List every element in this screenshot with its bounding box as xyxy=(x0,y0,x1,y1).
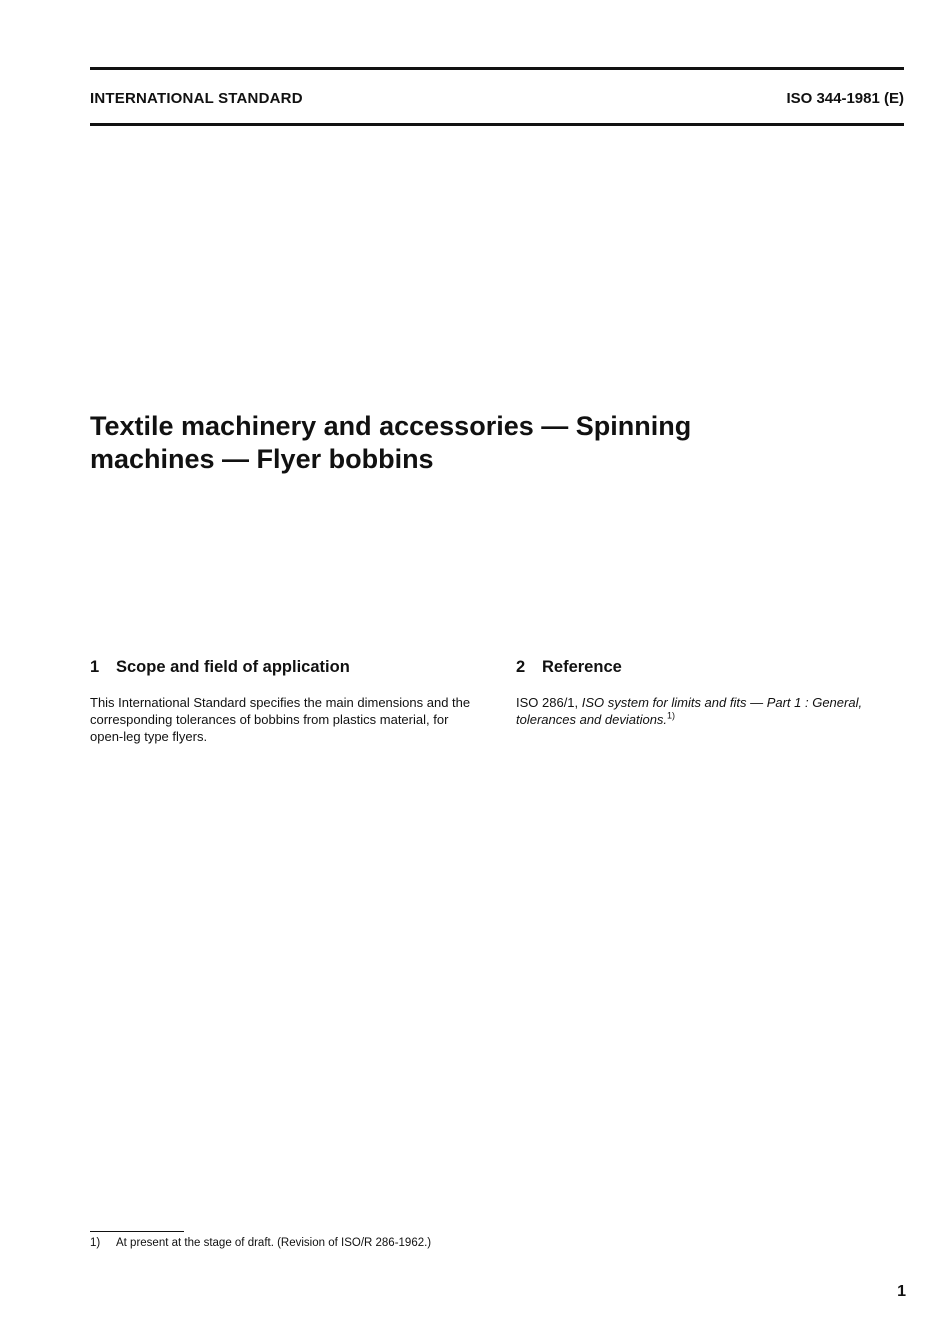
section-reference xyxy=(516,658,906,728)
section-title: Scope and field of application xyxy=(116,658,350,676)
title-line-2: machines — Flyer bobbins xyxy=(90,444,434,474)
page-number: 1 xyxy=(897,1283,906,1300)
section-number: 1 xyxy=(90,658,100,676)
header-top-rule xyxy=(90,67,904,70)
section-body: This International Standard specifies the main dimensions and the corresponding tolerances of bobbins from plastics material, for open-leg type flyers. xyxy=(90,695,471,744)
section-heading xyxy=(516,658,906,678)
reference-code: ISO 286/1, xyxy=(516,695,582,710)
section-title: Reference xyxy=(542,658,622,676)
document-title xyxy=(90,410,790,476)
footnote-reference: 1) xyxy=(667,710,676,721)
header-bottom-rule xyxy=(90,123,904,126)
footnote xyxy=(90,1237,431,1249)
document-type: INTERNATIONAL STANDARD xyxy=(90,90,303,107)
title-line-1: Textile machinery and accessories — Spinning xyxy=(90,411,692,441)
section-scope xyxy=(90,658,480,745)
section-number: 2 xyxy=(516,658,526,676)
footnote-mark: 1) xyxy=(90,1237,101,1249)
reference-title: ISO system for limits and fits — Part 1 : General, tolerances and deviations. xyxy=(516,695,863,727)
standard-number: ISO 344-1981 (E) xyxy=(786,90,904,107)
reference-entry xyxy=(516,694,906,728)
footnote-rule xyxy=(90,1231,184,1232)
section-heading xyxy=(90,658,480,678)
footnote-text: At present at the stage of draft. (Revision of ISO/R 286-1962.) xyxy=(116,1237,432,1249)
